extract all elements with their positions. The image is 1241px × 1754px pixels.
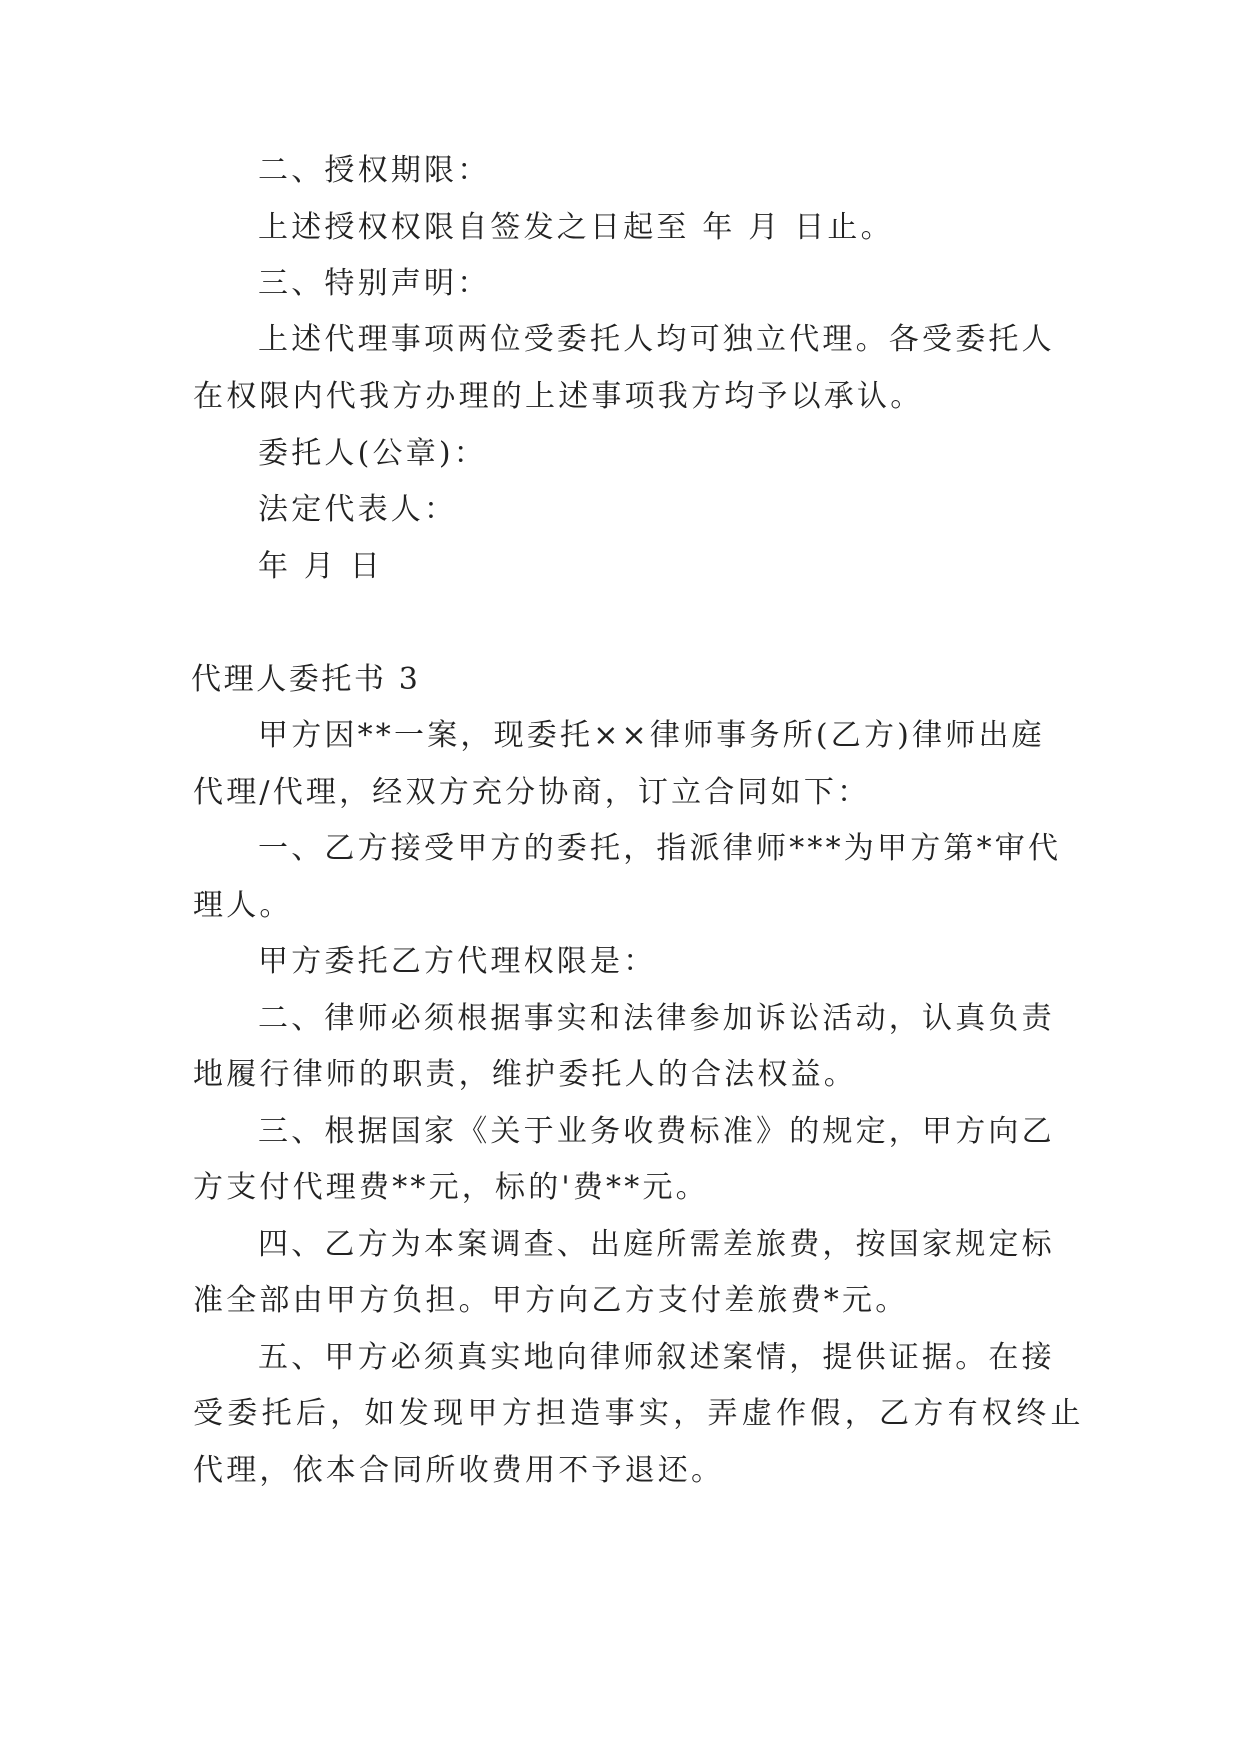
item-1-line-2: 理人。 <box>193 888 293 923</box>
section-title: 代理人委托书 3 <box>191 662 421 697</box>
item-3-line-2: 方支付代理费**元，标的'费**元。 <box>193 1170 709 1205</box>
term-heading: 二、授权期限： <box>258 153 491 188</box>
legal-representative-label: 法定代表人： <box>258 492 458 527</box>
item-2-line-2: 地履行律师的职责，维护委托人的合法权益。 <box>193 1057 857 1092</box>
item-5-line-1: 五、甲方必须真实地向律师叙述案情，提供证据。在接 <box>258 1340 1055 1375</box>
item-3-line-1: 三、根据国家《关于业务收费标准》的规定，甲方向乙 <box>258 1114 1055 1149</box>
intro-line-1: 甲方因**一案，现委托××律师事务所(乙方)律师出庭 <box>258 718 1045 753</box>
principal-seal-label: 委托人(公章)： <box>258 436 488 471</box>
item-2-line-1: 二、律师必须根据事实和法律参加诉讼活动，认真负责 <box>258 1001 1055 1036</box>
authority-heading: 甲方委托乙方代理权限是： <box>258 944 657 979</box>
statement-heading: 三、特别声明： <box>258 266 491 301</box>
item-5-line-2: 受委托后，如发现甲方担造事实，弄虚作假，乙方有权终止 <box>193 1396 1085 1431</box>
term-text: 上述授权权限自签发之日起至 年 月 日止。 <box>258 210 894 245</box>
statement-line-1: 上述代理事项两位受委托人均可独立代理。各受委托人 <box>258 322 1055 357</box>
item-4-line-1: 四、乙方为本案调查、出庭所需差旅费，按国家规定标 <box>258 1227 1055 1262</box>
item-1-line-1: 一、乙方接受甲方的委托，指派律师***为甲方第*审代 <box>258 831 1062 866</box>
item-4-line-2: 准全部由甲方负担。甲方向乙方支付差旅费*元。 <box>193 1283 909 1318</box>
intro-line-2: 代理/代理，经双方充分协商，订立合同如下： <box>193 775 871 810</box>
item-5-line-3: 代理，依本合同所收费用不予退还。 <box>193 1453 725 1488</box>
statement-line-2: 在权限内代我方办理的上述事项我方均予以承认。 <box>193 379 924 414</box>
date-line: 年 月 日 <box>258 549 384 584</box>
